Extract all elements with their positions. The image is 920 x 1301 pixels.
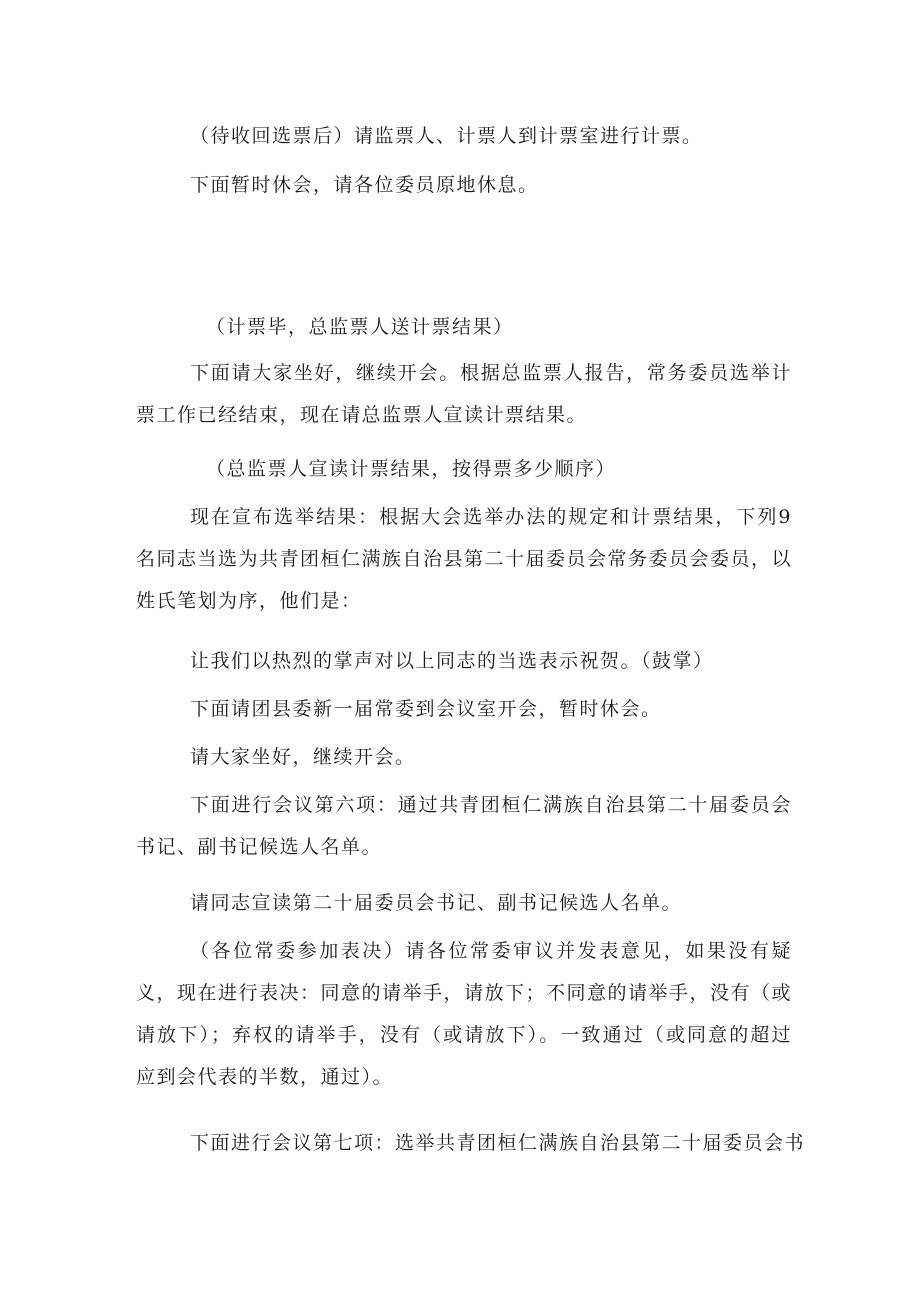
paragraph-3: （计票毕，总监票人送计票结果） [206, 316, 514, 338]
paragraph-6: 现在宣布选举结果：根据大会选举办法的规定和计票结果，下列9名同志当选为共青团桓仁满族自治县第二十届委员会常务委员会委员，以姓氏笔划为序，他们是： [136, 506, 793, 612]
paragraph-4: 下面请大家坐好，继续开会。根据总监票人报告，常务委员选举计票工作已经结束，现在请总监票人宣读计票结果。 [136, 362, 792, 426]
paragraph-8: 下面请团县委新一届常委到会议室开会，暂时休会。 [190, 698, 662, 720]
paragraph-11: 请同志宣读第二十届委员会书记、副书记候选人名单。 [190, 892, 683, 914]
paragraph-13: 下面进行会议第七项：选举共青团桓仁满族自治县第二十届委员会书 [190, 1132, 806, 1154]
paragraph-12: （各位常委参加表决）请各位常委审议并发表意见，如果没有疑义，现在进行表决：同意的请举手，请放下；不同意的请举手，没有（或请放下）；弃权的请举手，没有（或请放下）。一致通过（或同意的超过应到会代表的半数，通过）。 [136, 940, 793, 1088]
paragraph-1: （待收回选票后）请监票人、计票人到计票室进行计票。 [190, 125, 703, 147]
paragraph-10: 下面进行会议第六项：通过共青团桓仁满族自治县第二十届委员会书记、副书记候选人名单。 [136, 794, 792, 858]
paragraph-5: （总监票人宣读计票结果，按得票多少顺序） [206, 458, 617, 480]
paragraph-9: 请大家坐好，继续开会。 [190, 746, 416, 768]
paragraph-2: 下面暂时休会，请各位委员原地休息。 [190, 174, 539, 196]
paragraph-7: 让我们以热烈的掌声对以上同志的当选表示祝贺。（鼓掌） [190, 650, 714, 672]
